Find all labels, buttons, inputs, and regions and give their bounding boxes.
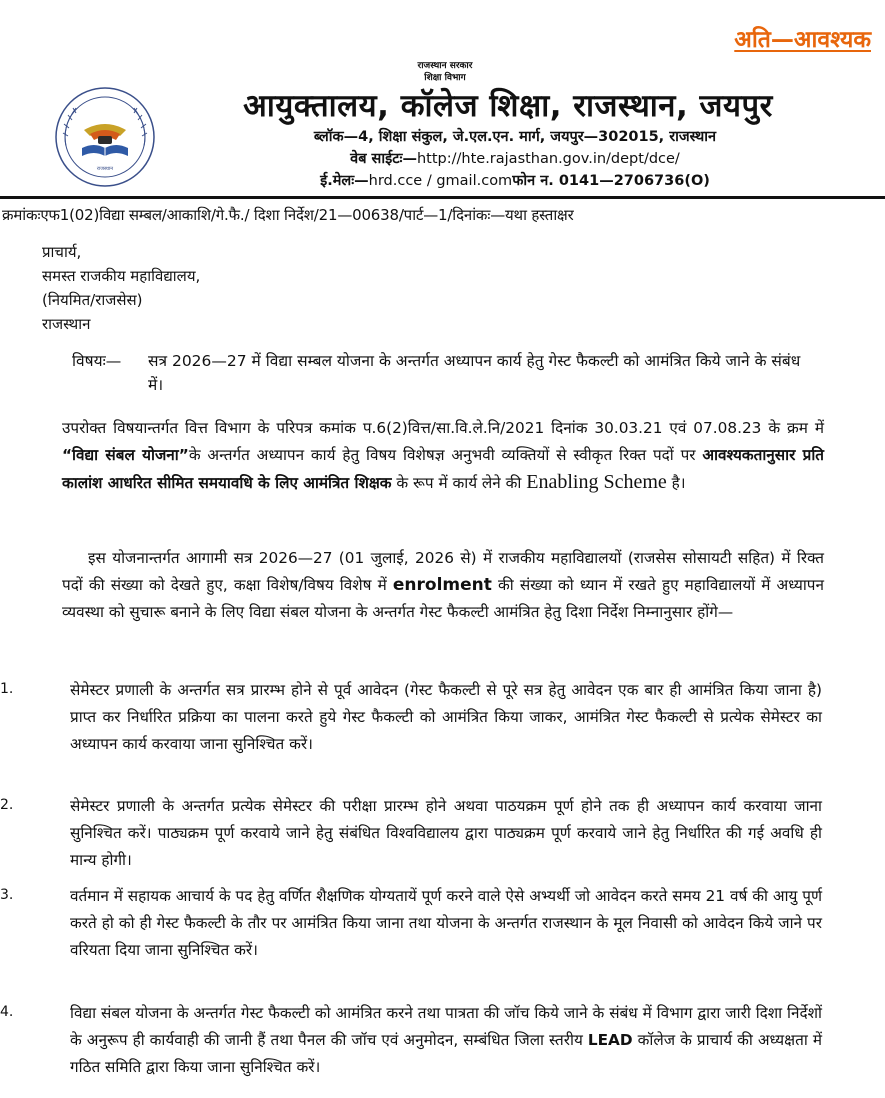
addressee-line: राजस्थान <box>42 315 91 333</box>
email-value[interactable]: hrd.cce / gmail.com <box>368 173 513 189</box>
svg-text:राजस्थान: राजस्थान <box>96 166 114 172</box>
body-paragraph-2 <box>62 545 824 626</box>
scheme-english: Enabling Scheme <box>526 471 667 493</box>
govt-label: राजस्थान सरकार <box>417 61 473 71</box>
para-text: की संख्या को ध्यान में रखते हुए महाविद्यालयों में अध्यापन व्यवस्था को सुचारू बनाने के लिए विद्या संबल योजना के अन्तर्गत गेस्ट फैकल्टी आमंत्रित हेतु दिशा निर्देश निम्नानुसार होंगे— <box>62 576 824 621</box>
subject-text: सत्र 2026—27 में विद्या सम्बल योजना के अन्तर्गत अध्यापन कार्य हेतु गेस्ट फैकल्टी को आमंत्रित किये जाने के संबंध में। <box>148 352 801 394</box>
para-text: उपरोक्त विषयान्तर्गत वित्त विभाग के परिपत्र कमांक प.6(2)वित्त/सा.वि.ले.नि/2021 दिनांक 30.03.21 एवं 07.08.23 के क्रम में <box>62 419 824 437</box>
urgent-label: अति—आवश्यक <box>734 27 871 53</box>
highlight-text: आवश्यकतानुसार प्रति कालांश आधरित सीमित समयावधि के लिए आमंत्रित शिक्षक <box>62 446 824 492</box>
subject-label: विषयः— <box>72 352 122 370</box>
addressee-line: (नियमित/राजसेस) <box>42 291 143 309</box>
para-text: के अन्तर्गत अध्यापन कार्य हेतु विषय विशेषज्ञ अनुभवी व्यक्तियों से स्वीकृत रिक्त पदों पर <box>188 446 703 464</box>
addressee-block <box>42 240 200 336</box>
para-text: इस योजनान्तर्गत आगामी सत्र 2026—27 (01 जुलाई, 2026 से) में राजकीय महाविद्यालयों (राजसेस सोसायटी सहित) में रिक्त पदों की संख्या को देखते हुए, कक्षा विशेष/विषय विशेष में <box>62 549 824 594</box>
phone-value: 0141—2706736(O) <box>558 173 710 189</box>
addressee-line: प्राचार्य, <box>42 243 82 261</box>
addressee-line: समस्त राजकीय महाविद्यालय, <box>42 267 201 285</box>
body-paragraph-1 <box>62 415 824 497</box>
item-number: 1. <box>0 681 14 697</box>
item-text: सेमेस्टर प्रणाली के अन्तर्गत प्रत्येक सेमेस्टर की परीक्षा प्रारम्भ होने अथवा पाठयक्रम पूर्ण होने तक ही अध्यापन कार्य करवाया जाना सुनिश्चित करें। पाठ्यक्रम पूर्ण करवाये जाने हेतु संबंधित विश्वविद्यालय द्वारा पाठ्यक्रम पूर्ण करवाये जाने हेतु निर्धारित की गई अवधि ही मान्य होगी। <box>70 797 822 869</box>
email-label: ई.मेलः— <box>320 173 369 189</box>
website-link[interactable]: http://hte.rajasthan.gov.in/dept/dce/ <box>416 151 680 167</box>
item-text-part: कॉलेज के प्राचार्य की अध्यक्षता में गठित समिति द्वारा किया जाना सुनिश्चित करें। <box>70 1031 823 1076</box>
scheme-name: “विद्या संबल योजना” <box>62 446 189 464</box>
item-text: वर्तमान में सहायक आचार्य के पद हेतु वर्णित शैक्षणिक योग्यतायें पूर्ण करने वाले ऐसे अभ्यर्थी जो आवेदन करते समय 21 वर्ष की आयु पूर्ण करते हो को ही गेस्ट फैकल्टी के तौर पर आमंत्रित किया जाना तथा योजना के अन्तर्गत राजस्थान के मूल निवासी को आवेदन किये जाने पर वरियता दिया जाना सुनिश्चित करें। <box>70 887 822 959</box>
header-divider <box>0 196 885 199</box>
website-label: वेब साईटः— <box>350 151 417 167</box>
subject-block <box>72 349 832 397</box>
phone-label: फोन न. <box>512 173 554 189</box>
reference-line: क्रमांकःएफ1(02)विद्या सम्बल/आकाशि/गे.फै./ दिशा निर्देश/21—00638/पार्ट—1/दिनांकः—यथा हस्ताक्षर <box>2 206 574 224</box>
office-address: ब्लॉक—4, शिक्षा संकुल, जे.एल.एन. मार्ग, जयपुर—302015, राजस्थान <box>313 129 717 145</box>
item-number: 2. <box>0 797 14 813</box>
lead-word: LEAD <box>587 1031 633 1049</box>
item-number: 4. <box>0 1004 14 1020</box>
enrolment-word: enrolment <box>392 575 492 595</box>
item-text <box>70 1000 822 1081</box>
dept-label: शिक्षा विभाग <box>424 73 466 83</box>
para-text: के रूप में कार्य लेने की <box>391 474 527 492</box>
item-text-part: विद्या संबल योजना के अन्तर्गत गेस्ट फैकल्टी को आमंत्रित करने तथा पात्रता की जॉच किये जाने के संबंध में विभाग द्वारा जारी दिशा निर्देशों के अनुरूप ही कार्यवाही की जानी हैं तथा पैनल की जॉच एवं अनुमोदन, सम्बंधित जिला स्तरीय <box>70 1004 822 1049</box>
para-text: है। <box>666 474 686 492</box>
department-emblem-icon <box>54 86 156 188</box>
item-text: सेमेस्टर प्रणाली के अन्तर्गत सत्र प्रारम्भ होने से पूर्व आवेदन (गेस्ट फैकल्टी से पूरे सत्र हेतु आवेदन एक बार ही आमंत्रित किया जाना है) प्राप्त कर निर्धारित प्रक्रिया का पालना करते हुये गेस्ट फैकल्टी को आमंत्रित किया जाकर, आमंत्रित गेस्ट फैकल्टी से प्रत्येक सेमेस्टर का अध्यापन कार्य करवाया जाना सुनिश्चित करें। <box>70 681 822 753</box>
office-title: आयुक्तालय, कॉलेज शिक्षा, राजस्थान, जयपुर <box>243 88 773 124</box>
item-number: 3. <box>0 887 14 903</box>
